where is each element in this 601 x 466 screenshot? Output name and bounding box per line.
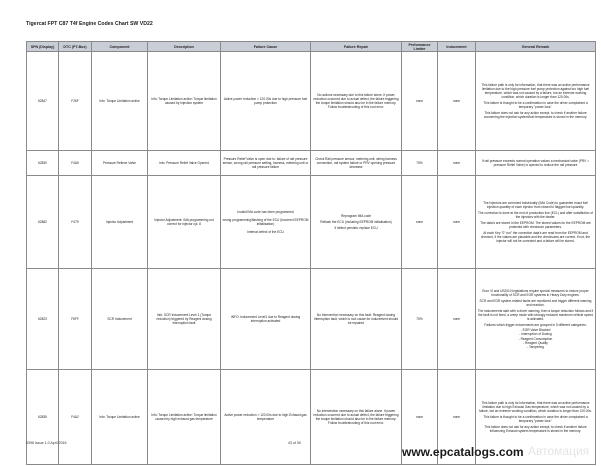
column-header-component: Component — [92, 42, 148, 52]
spn-cell: 62823 — [27, 269, 59, 370]
failure-cause-cell — [221, 176, 311, 269]
inducement-cell: none — [438, 176, 476, 269]
footer-issue-text: 5396 Issue 1.0 April 2016 — [26, 441, 67, 445]
remark-paragraph: This failure path is only for information, that there was an active performance limitation due to the high pressure fuel pump protection against too high fuel temperature, which was not caused by a failure, but an extreme working condition, which duration is longer than 120.00s. — [481, 83, 590, 100]
dtc-cell: F4A2 — [59, 370, 92, 465]
performance-limiter-cell: 75% — [402, 269, 438, 370]
inducement-cell: none — [438, 269, 476, 370]
component-cell: SCR Inducement — [92, 269, 148, 370]
dtc-cell: F479 — [59, 176, 92, 269]
column-header-performance-limiter: Performance Limiter — [402, 42, 438, 52]
remark-paragraph: This failure does not ask for any action except, to check if another failure concerning the injection system/fuel temperature is stored in the memory. — [483, 110, 588, 119]
remark-paragraph: Euro VI and US2010 legislations require special measures to induce proper functionality of SCR and EGR systems in Heavy Duty engines. — [482, 289, 589, 298]
remark-paragraph: The correction is done at the end of production line (ECL) and after substitution of the injectors with the dealer. — [478, 210, 593, 220]
description-cell: Info: SCR Inducement Level 1 (Torque reduction) triggered by Reagent dosing interruption fault — [148, 269, 221, 370]
column-header-general-remark: General Remark — [476, 42, 596, 52]
description-cell: Info: Torque Limitation active: Torque limitation caused by injection system — [148, 52, 221, 151]
watermark-text: www.epcatalogs.com — [402, 445, 524, 459]
inducement-cell: none — [438, 370, 476, 465]
engine-codes-table — [26, 41, 596, 465]
column-header-spn: SPN (Display) — [27, 42, 59, 52]
failure-repair-cell — [311, 370, 402, 465]
failure-repair-cell — [311, 151, 402, 176]
failure-cause-text: Invalid IMA code has been programmed wrong programming/flashing of the ECU (Incorrect EEPROM initialisation) Internal defect of the ECU — [222, 209, 309, 235]
failure-cause-cell: Active power reduction > 120.00s due to high Exhaust gas temperature — [221, 370, 311, 465]
failure-repair-text: Reprogram IMA code — [340, 214, 372, 219]
column-header-inducement: Inducement — [438, 42, 476, 52]
remark-paragraph: - EGR Valve Blocked - Interruption of Dosing - Reagent Consumption - Reagent Quality - Tampering — [518, 328, 553, 349]
spn-cell: 62882 — [27, 176, 59, 269]
spn-cell: 62835 — [27, 370, 59, 465]
remark-paragraph: This failure path is only for information, that there was an active performance limitation due to high Exhaust Gas temperature, which was not caused by a failure, but an extreme working condition, which duration is longer than 120.00s. — [479, 401, 592, 414]
remark-paragraph: This failure is thought to be a confirmation in case the driver complained a temporary "power loss". — [483, 101, 588, 110]
table-header-row — [27, 42, 596, 52]
failure-repair-cell — [311, 176, 402, 269]
performance-limiter-cell: 75% — [402, 151, 438, 176]
failure-repair-text: Check Rail pressure sensor, metering unit, wiring harness connection, rail system failure or PRV opening pressure decrease — [315, 156, 397, 170]
remark-paragraph: The data's are stored in the EEPROM. The stored values for the EEPROM are protected with checksum parameters. — [480, 220, 591, 229]
remark-paragraph: The inducements start with a driver warning, then a torque reduction follows and if the fault is not fixed, a creep mode with strongly reduced maximum vehicle speed is activated. — [477, 308, 594, 321]
failure-repair-text: No intervention necessary on this fault. Reagent dosing interruption fault, which is root cause for inducement should be repaired — [314, 312, 398, 326]
performance-limiter-cell: none — [402, 176, 438, 269]
spn-cell: 62830 — [27, 151, 59, 176]
general-remark-cell — [476, 176, 596, 269]
performance-limiter-cell: none — [402, 370, 438, 465]
failure-repair-text: Reflash the ECU (including EEPROM initialisation) — [320, 219, 392, 224]
component-cell: Info: Torque Limitation active — [92, 370, 148, 465]
failure-cause-cell: Active power reduction > 120.00s due to high pressure fuel pump protection — [221, 52, 311, 151]
general-remark-cell — [476, 52, 596, 151]
performance-limiter-cell: none — [402, 52, 438, 151]
component-cell: Info: Torque Limitation active — [92, 52, 148, 151]
remark-paragraph: At each Key "0" run" the correction data's are read from the EEPROM and checked, if the values are plausible and the checksums are correct. If not, the injector will not be corrected and a failure will be stored. — [480, 230, 591, 243]
table-row — [27, 151, 596, 176]
remark-paragraph: Failures which trigger inducements are grouped in 5 different categories: — [484, 322, 587, 327]
spn-cell: 62847 — [27, 52, 59, 151]
failure-cause-cell: INFO: Inducement Level1 due to Reagent dosing interruption activated — [221, 269, 311, 370]
footer-page-number: 43 of 50 — [288, 441, 301, 445]
remark-paragraph: If rail pressure exceeds normal operation values a mechanical valve (PRV = pressure Relief Valve) is opened to reduce the rail pressure — [481, 158, 590, 167]
failure-cause-cell: Pressure Relief Valve is open due to: failure of rail pressure sensor, wrong rail pressure setting, harness, metering unit or rail pressure failure — [221, 151, 311, 176]
dtc-cell: F4A5 — [59, 151, 92, 176]
failure-repair-text: No actions necessary due to this failure alone. If power reduction occurred due to actual defect, the failure triggering the torque limitation should also be in the failure memory. Follow troubleshooting of this root error. — [313, 92, 399, 110]
description-cell: Injector Adjustment: IMA programming not correct for injector cyl. 8 — [148, 176, 221, 269]
table-row — [27, 269, 596, 370]
component-cell: Pressure Relieve Valve — [92, 151, 148, 176]
column-header-description: Description — [148, 42, 221, 52]
remark-paragraph: This failure is thought to be a confirmation in case the driver complained a temporary "power loss". — [483, 414, 588, 424]
description-cell: Info: Pressure Relief Valve Opened — [148, 151, 221, 176]
inducement-cell: none — [438, 52, 476, 151]
remark-paragraph: This failure does not ask for any action except, to check if another failure influencing Exhaust system temperature is stored in the memory. — [484, 424, 587, 433]
remark-paragraph: SCR and EGR system related faults are monitored and trigger different warning and reaction. — [479, 298, 592, 308]
column-header-failure-cause: Failure Cause — [221, 42, 311, 52]
table-row — [27, 52, 596, 151]
inducement-cell: none — [438, 151, 476, 176]
failure-repair-cell — [311, 269, 402, 370]
dtc-cell: F26F — [59, 52, 92, 151]
failure-repair-text: If defect persists: replace ECU — [334, 225, 378, 230]
general-remark-cell — [476, 269, 596, 370]
general-remark-cell — [476, 151, 596, 176]
failure-repair-cell — [311, 52, 402, 151]
page-title: Tigercat FPT C87 T4f Engine Codes Chart SW VD22 — [26, 21, 153, 27]
description-cell: Info: Torque Limitation active: Torque limitation caused by high exhaust gas temperature — [148, 370, 221, 465]
column-header-dtc: DTC (PT-Box) — [59, 42, 92, 52]
failure-repair-text: No intervention necessary on this failure alone. If power reduction occurred due to actual defect, the failure triggering the torque limitation should also be in the failure memory. Follow troubleshooting of this root error. — [313, 408, 399, 426]
dtc-cell: F6FF — [59, 269, 92, 370]
column-header-failure-repair: Failure Repair — [311, 42, 402, 52]
table-row — [27, 176, 596, 269]
watermark-faded-text: Автомация — [528, 444, 590, 458]
component-cell: Injector Adjustment — [92, 176, 148, 269]
remark-paragraph: The injectors are corrected individually (IMA Code) to guarantee exact fuel injection quantity of each injector from closed to flagged fuel quantity. — [483, 201, 588, 210]
